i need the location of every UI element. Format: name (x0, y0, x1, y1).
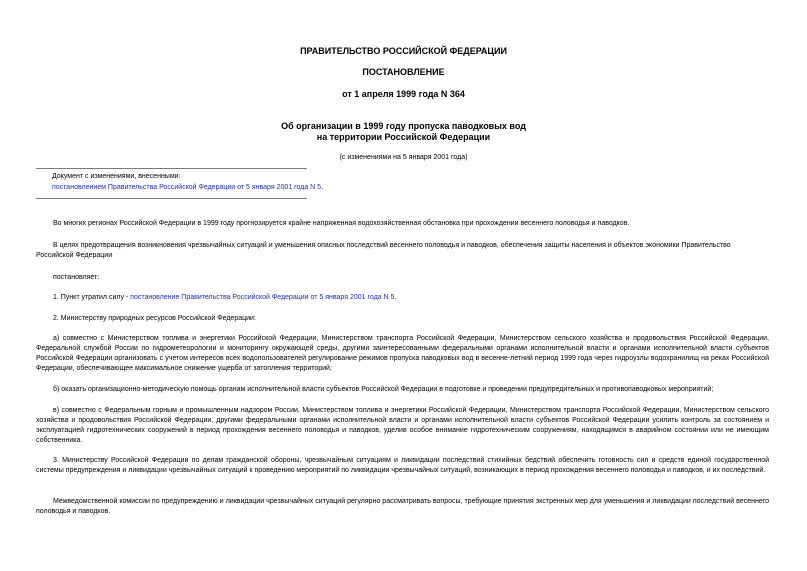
amendment-link-suffix: . (321, 184, 324, 191)
paragraph-intro: Во многих регионах Российской Федерации в 1999 году прогнозируется крайне напряженная водохозяйственная обстановка при прохождении весеннего половодья и паводков. (53, 220, 630, 227)
paragraph-purpose: В целях предотвращения возникновения чрезвычайных ситуаций и уменьшения опасных последствий весеннего половодья и паводков, обеспечения защиты населения и объектов экономики Правительство Российской Федерации (36, 242, 731, 259)
paragraph-commission: Межведомственной комиссии по предупреждению и ликвидации чрезвычайных ситуаций регулярно рассматривать вопросы, требующие принятия экстренных мер для уменьшения и ликвидации последствий весеннего половодья и паводков. (36, 498, 769, 515)
amendment-link[interactable]: постановлением Правительства Российской Федерации от 5 января 2001 года N 5 (52, 184, 322, 191)
paragraph-item-3: 3. Министерству Российской Федерации по делам гражданской обороны, чрезвычайным ситуациям и ликвидации последствий стихийных бедствий обеспечить готовность сил и средств единой государственной системы предупреждения и ликвидации чрезвычайных ситуаций к проведению мероприятий по ликвидации чрезвычайных ситуаций, возникающих в период прохождения весеннего половодья и паводков, и их последствий. (36, 457, 769, 474)
paragraph-resolves: постановляет: (53, 274, 100, 281)
revision-note: (с изменениями на 5 января 2001 года) (339, 154, 468, 161)
paragraph-item-2: 2. Министерству природных ресурсов Российской Федерации: (53, 315, 256, 322)
issuing-authority: ПРАВИТЕЛЬСТВО РОССИЙСКОЙ ФЕДЕРАЦИИ (300, 46, 507, 56)
paragraph-item-2c: в) совместно с Федеральным горным и промышленным надзором России, Министерством топлива и энергетики Российской Федерации, Министерством транспорта Российской Федерации, Министерством сельского хозяйства и продовольствия Российской Федерации, другими федеральными органами исполнительной власти и органами исполнительной власти субъектов Российской Федерации усилить контроль за состоянием и эксплуатацией гидротехнических сооружений в период прохождения весеннего половодья и паводков, уделив особое внимание гидротехническим сооружениям, находящимся в аварийном состоянии или не имеющим собственника. (36, 407, 769, 444)
document-title-line-2: на территории Российской Федерации (316, 132, 491, 142)
document-title-line-1: Об организации в 1999 году пропуска паводковых вод (281, 121, 526, 131)
changes-top-rule (36, 168, 307, 169)
changes-entry (52, 182, 323, 193)
item-1-link[interactable]: постановление Правительства Российской Федерации от 5 января 2001 года N 5 (130, 294, 395, 301)
item-1-text: 1. Пункт утратил силу - (53, 294, 131, 301)
paragraph-item-2a: а) совместно с Министерством топлива и энергетики Российской Федерации, Министерством транспорта Российской Федерации, Министерством сельского хозяйства и продовольствия Российской Федерации, Федеральной службой России по гидрометеорологии и мониторингу окружающей среды, другими заинтересованными федеральными органами исполнительной власти и органами исполнительной власти субъектов Российской Федерации организовать с учетом интересов всех водопользователей регулирование режимов пропуска паводковых вод в весенне-летний период 1999 года через гидроузлы водохранилищ на реках Российской Федерации, обеспечивающее максимальное снижение ущерба от затопления территорий; (36, 335, 769, 372)
document-date-number: от 1 апреля 1999 года N 364 (342, 89, 465, 99)
paragraph-item-1 (36, 293, 769, 303)
changes-label: Документ с изменениями, внесенными: (52, 173, 181, 180)
document-type: ПОСТАНОВЛЕНИЕ (362, 67, 445, 77)
item-1-suffix: . (394, 294, 397, 301)
changes-bottom-rule (36, 198, 307, 199)
paragraph-item-2b: б) оказать организационно-методическую помощь органам исполнительной власти субъектов Российской Федерации в подготовке и проведении предупредительных и противопаводковых мероприятий; (53, 386, 714, 393)
